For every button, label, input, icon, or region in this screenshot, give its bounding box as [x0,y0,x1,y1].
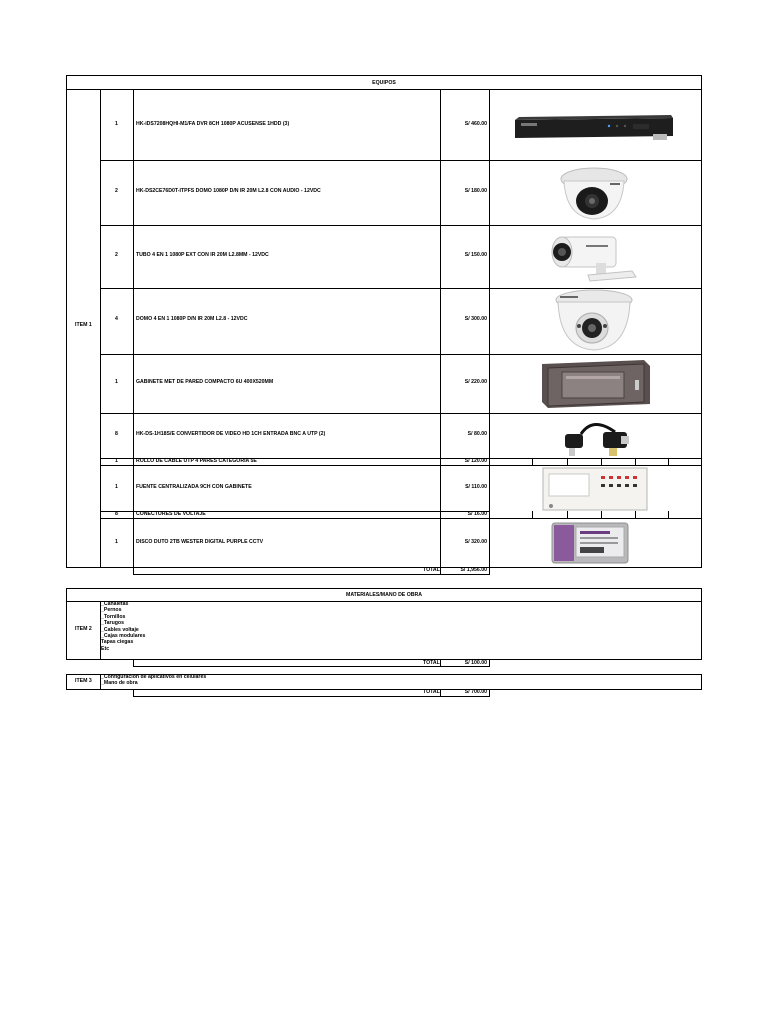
item3-total-value: S/ 700.00 [464,689,487,695]
qty-text: 2 [115,188,118,194]
desc-text: ROLLO DE CABLE UTP 4 PARES CATEGORIA 5E [136,458,257,464]
item3-list [101,674,401,687]
item3-label: ITEM 3 [75,678,92,684]
power-supply-box-image [541,466,649,512]
desc-text: TUBO 4 EN 1 1080P EXT CON IR 20M L2.8MM - 12VDC [136,252,269,258]
desc-text: DISCO DUTO 2TB WESTER DIGITAL PURPLE CCTV [136,539,264,545]
qty-text: 1 [115,539,118,545]
price-text: S/ 300.00 [464,316,487,322]
desc-text: HK-DS2CE76D0T-ITPFS DOMO 1080P D/N IR 20M L2.8 CON AUDIO - 12VDC [136,188,321,194]
item2-label: ITEM 2 [75,626,92,632]
dome-camera-white-image [554,288,634,352]
price-text: S/ 110.00 [465,484,487,490]
price-text: S/ 16.00 [467,511,487,517]
materiales-total-value: S/ 100.00 [464,660,487,666]
qty-text: 8 [115,511,118,517]
equipos-total-value: S/ 1,956.00 [460,567,487,573]
desc-text: HK-DS-1H18S/E CONVERTIDOR DE VIDEO HD 1CH ENTRADA BNC A UTP (2) [136,431,326,437]
item1-label: ITEM 1 [75,322,92,328]
dome-camera-image [558,165,630,223]
qty-text: 8 [115,431,118,437]
materiales-header: MATERIALES/MANO DE OBRA [66,588,702,602]
item3-line: _Configuracion de aplicativos en celulares [101,674,207,680]
qty-text: 1 [115,484,118,490]
price-text: S/ 120.00 [464,458,487,464]
equipos-header: EQUIPOS [66,75,702,90]
item3-total-label: TOTAL [423,689,440,695]
materiales-line: _Cables voltaje [101,626,139,633]
desc-text: CONECTORES DE VOLTAJE [136,511,206,517]
desc-text: DOMO 4 EN 1 1080P D/N IR 20M L2.8 - 12VDC [136,316,248,322]
price-text: S/ 320.00 [464,539,487,545]
wall-cabinet-image [540,358,652,410]
materiales-line: _Pernos [101,607,122,614]
desc-text: GABINETE MET DE PARED COMPACTO 6U 400X520MM [136,379,274,385]
materiales-line: _Tornillos [101,613,126,620]
dvr-recorder-image [513,112,675,144]
qty-text: 4 [115,316,118,322]
price-text: S/ 220.00 [464,379,487,385]
desc-text: FUENTE CENTRALIZADA 9CH CON GABINETE [136,484,252,490]
materiales-line: Tapas ciegas [101,639,134,646]
equipos-total-label: TOTAL [423,567,440,573]
qty-text: 2 [115,252,118,258]
materiales-list [101,601,301,652]
hard-drive-image [550,521,630,565]
qty-text: 1 [115,379,118,385]
price-text: S/ 80.00 [467,431,487,437]
materiales-total-label: TOTAL [423,660,440,666]
price-text: S/ 460.00 [464,121,487,127]
qty-text: 1 [115,458,118,464]
price-text: S/ 150.00 [464,252,487,258]
materiales-line: Etc [101,645,110,652]
materiales-line: _Tarugos [101,620,124,627]
price-text: S/ 180.00 [464,188,487,194]
desc-text: HK-iDS7208HQHI-M1/FA DVR 8CH 1080P ACUSENSE 1HDD (3) [136,121,290,127]
bullet-camera-image [548,231,640,283]
materiales-line: _Canaletas [101,601,129,607]
qty-text: 1 [115,121,118,127]
item3-line: _Mano de obra [101,680,138,687]
materiales-line: _Cajas modulares [101,633,146,640]
video-balun-image [563,414,633,458]
